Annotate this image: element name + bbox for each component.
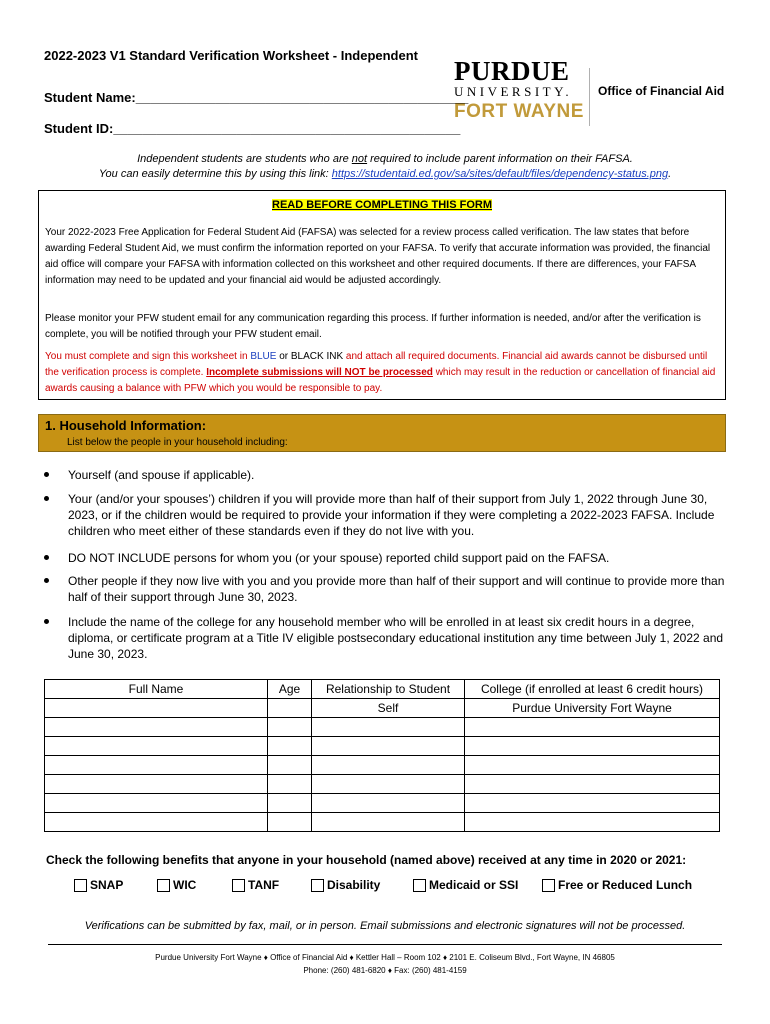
relationship-cell[interactable] [312,718,465,737]
intro-not: not [351,153,368,165]
checkbox-icon[interactable] [413,879,426,892]
checkbox-icon[interactable] [311,879,324,892]
notice-text: and attach all required documents. Financial aid awards cannot be disbursed until the verification process is complete. [45,351,708,378]
name-cell[interactable] [45,756,268,775]
student-name-label: Student Name: [44,90,136,105]
student-name-field[interactable] [44,90,468,105]
notice-text: You must complete and sign this worksheet in [45,351,251,362]
relationship-cell[interactable] [312,813,465,832]
age-cell[interactable] [268,813,312,832]
wic-checkbox[interactable] [157,878,196,892]
notice-text: which may result in the reduction or cancellation of financial aid awards causing a balance with PFW which you would be responsible to pay. [45,367,716,394]
household-bullet [68,550,728,566]
notice-text: or [276,351,291,362]
name-cell[interactable] [45,699,268,718]
verification-note: Verifications can be submitted by fax, mail, or in person. Email submissions and electronic signatures will not be processed. [84,920,686,932]
table-row [45,775,720,794]
footer-divider [48,944,722,945]
college-cell[interactable] [465,718,720,737]
checkbox-icon[interactable] [74,879,87,892]
checkbox-label: Free or Reduced Lunch [558,878,693,892]
household-bullet [68,467,728,483]
disability-checkbox[interactable] [311,878,380,892]
table-row [45,699,720,718]
college-cell[interactable]: Purdue University Fort Wayne [465,699,720,718]
student-id-field[interactable] [44,121,460,136]
table-header-row [45,680,720,699]
intro-text: . [668,168,672,180]
table-row [45,756,720,775]
notice-black-word: BLACK INK [290,351,344,362]
checkbox-icon[interactable] [232,879,245,892]
relationship-cell[interactable]: Self [312,699,465,718]
intro-text: You can easily determine this by using this link: [98,168,332,180]
checkbox-icon[interactable] [542,879,555,892]
name-cell[interactable] [45,813,268,832]
checkbox-label: Disability [327,878,381,892]
table-row [45,794,720,813]
notice-paragraph-2: Please monitor your PFW student email for any communication regarding this process. If further information is needed, and/or after the verification is complete, you will be notified through your PFW student email. [45,313,701,340]
notice-blue-word: BLUE [250,351,277,362]
student-id-line[interactable]: ________________________________________________ [113,121,461,136]
logo-divider [589,68,590,126]
office-name: Office of Financial Aid [598,84,725,98]
bullet-text: Your (and/or your spouses’) children if you will provide more than half of their support from July 1, 2022 through June 30, 2023, or if the children would be required to provide your information if they were completing a 2022-2023 FAFSA. Include children who meet either of these standards even if they do not live with you. [68,492,715,538]
bullet-dot [44,555,49,560]
logo-purdue: PURDUE [454,56,570,86]
college-cell[interactable] [465,794,720,813]
college-cell[interactable] [465,775,720,794]
column-header-college: College (if enrolled at least 6 credit hours) [465,680,720,699]
college-cell[interactable] [465,737,720,756]
bullet-text: Other people if they now live with you and you provide more than half of their support and will continue to provide more than half of their support through June 30, 2023. [68,574,725,604]
age-cell[interactable] [268,718,312,737]
household-table [44,679,720,832]
age-cell[interactable] [268,794,312,813]
household-subheading: List below the people in your household including: [67,437,288,448]
checkbox-label: WIC [173,878,197,892]
intro-line-2 [0,167,770,182]
age-cell[interactable] [268,756,312,775]
logo-fort-wayne: FORT WAYNE [454,101,584,122]
medicaid-ssi-checkbox[interactable] [413,878,518,892]
college-cell[interactable] [465,756,720,775]
bullet-text: DO NOT INCLUDE persons for whom you (or your spouse) reported child support paid on the FAFSA. [68,551,610,565]
column-header-full-name: Full Name [45,680,268,699]
bullet-dot [44,472,49,477]
student-id-label: Student ID: [44,121,114,136]
relationship-cell[interactable] [312,775,465,794]
dependency-status-link[interactable]: https://studentaid.ed.gov/sa/sites/default/files/dependency-status.png [331,168,669,180]
table-row [45,718,720,737]
intro-text: required to include parent information on their FAFSA. [367,153,633,165]
student-name-line[interactable]: ______________________________________________ [135,90,469,105]
form-title: 2022-2023 V1 Standard Verification Worksheet - Independent [44,48,418,63]
intro-line-1 [0,152,770,167]
table-row [45,813,720,832]
purdue-fort-wayne-logo [454,58,584,123]
notice-paragraph-1: Your 2022-2023 Free Application for Federal Student Aid (FAFSA) was selected for a review process called verification. The law states that before awarding Federal Student Aid, we must confirm the information reported on your FAFSA. To verify that accurate information was provided, the financial aid office will compare your FAFSA with information collected on this worksheet and other required documents. If there are differences, your FAFSA information may need to be updated and your financial aid would be adjusted accordingly. [45,227,711,286]
bullet-text: Yourself (and spouse if applicable). [68,468,255,482]
notice-heading [39,195,725,213]
notice-heading-text: READ BEFORE COMPLETING THIS FORM [272,199,492,211]
column-header-age: Age [268,680,312,699]
intro-text: Independent students are students who are [137,153,352,165]
name-cell[interactable] [45,775,268,794]
relationship-cell[interactable] [312,756,465,775]
checkbox-label: SNAP [90,878,124,892]
checkbox-icon[interactable] [157,879,170,892]
logo-university: UNIVERSITY. [454,84,573,99]
household-bullet [68,573,728,605]
bullet-dot [44,578,49,583]
college-cell[interactable] [465,813,720,832]
table-row [45,737,720,756]
relationship-cell[interactable] [312,794,465,813]
column-header-relationship: Relationship to Student [312,680,465,699]
household-heading: 1. Household Information: [45,418,207,433]
age-cell[interactable] [268,699,312,718]
household-section-header [38,414,726,452]
household-bullet [68,491,728,539]
checkbox-label: Medicaid or SSI [429,878,519,892]
footer-contact: Phone: (260) 481-6820 ♦ Fax: (260) 481-4159 [303,966,467,975]
notice-warning: Incomplete submissions will NOT be processed [206,367,433,378]
notice-box [38,190,726,400]
household-bullet [68,614,728,662]
name-cell[interactable] [45,794,268,813]
bullet-dot [44,496,49,501]
name-cell[interactable] [45,718,268,737]
checkbox-label: TANF [248,878,280,892]
bullet-dot [44,619,49,624]
age-cell[interactable] [268,775,312,794]
age-cell[interactable] [268,737,312,756]
notice-paragraph-3 [45,349,719,397]
tanf-checkbox[interactable] [232,878,279,892]
bullet-text: Include the name of the college for any household member who will be enrolled in at least six credit hours in a degree, diploma, or certificate program at a Title IV eligible postsecondary educational institution any time between July 1, 2022 and June 30, 2023. [68,615,724,661]
name-cell[interactable] [45,737,268,756]
free-reduced-lunch-checkbox[interactable] [542,878,692,892]
snap-checkbox[interactable] [74,878,123,892]
relationship-cell[interactable] [312,737,465,756]
footer-address: Purdue University Fort Wayne ♦ Office of Financial Aid ♦ Kettler Hall – Room 102 ♦ 2101 E. Coliseum Blvd., Fort Wayne, IN 46805 [155,953,615,962]
benefits-question: Check the following benefits that anyone in your household (named above) received at any time in 2020 or 2021: [46,853,687,867]
